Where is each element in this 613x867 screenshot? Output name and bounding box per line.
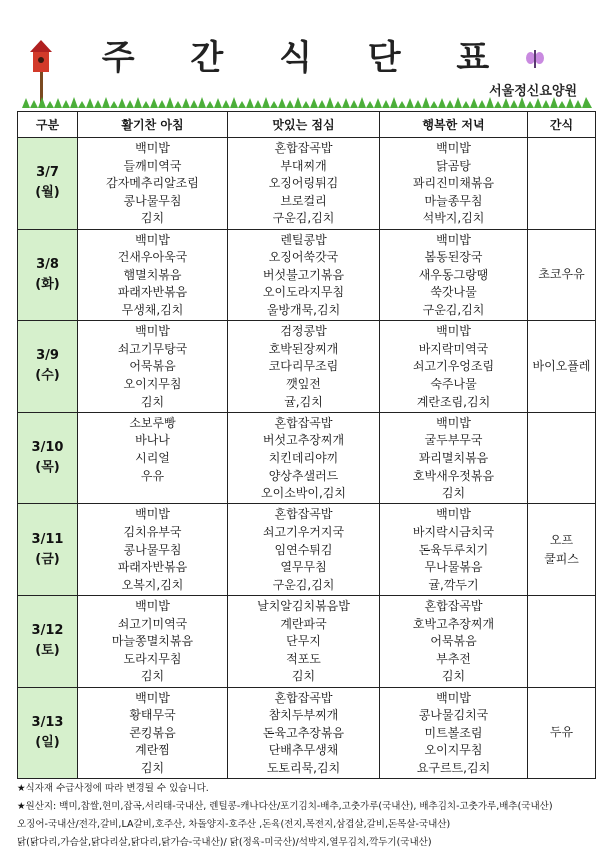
dinner-item: 바지락시금치국 bbox=[412, 524, 495, 539]
lunch-item: 적포도 bbox=[286, 651, 321, 666]
dinner-item: 백미밥 bbox=[436, 690, 471, 705]
lunch-item: 참치두부찌개 bbox=[268, 708, 339, 723]
day-cell bbox=[18, 595, 78, 687]
day-date: 3/9 bbox=[36, 348, 59, 364]
note-line: ★원산지: 백미,찹쌀,현미,잡곡,서리태-국내산, 렌틸콩-캐나다산/포기김치-배추,고춧가루(국내산), 배추김치-고춧가루,배추(국내산) bbox=[17, 801, 553, 812]
butterfly-icon bbox=[526, 50, 544, 70]
snack-item: 두유 bbox=[549, 725, 574, 740]
dinner-cell bbox=[380, 687, 528, 779]
lunch-item: 도토리묵,김치 bbox=[266, 760, 341, 775]
lunch-item: 쇠고기우거지국 bbox=[262, 524, 345, 539]
dinner-item: 마늘종무침 bbox=[424, 193, 483, 208]
page-title: 주 간 식 단 표 bbox=[101, 38, 512, 78]
lunch-item: 단무지 bbox=[286, 634, 321, 649]
col-header-dinner: 행복한 저녁 bbox=[380, 112, 528, 138]
dinner-item: 혼합잡곡밥 bbox=[424, 598, 483, 613]
dinner-item: 호박고추장찌개 bbox=[412, 616, 495, 631]
lunch-cell bbox=[228, 504, 380, 596]
snack-cell bbox=[528, 687, 596, 779]
organization-name: 서울정신요양원 bbox=[489, 84, 577, 99]
note-line: 오징어-국내산/전각,갈비,LA갈비,호주산, 차돌양지-호주산 ,돈육(전지,목전지,삼겹살,갈비,돈목살-국내산) bbox=[17, 819, 451, 830]
breakfast-cell bbox=[78, 321, 228, 413]
day-cell bbox=[18, 138, 78, 230]
lunch-item: 임연수튀김 bbox=[274, 542, 333, 557]
breakfast-cell bbox=[78, 687, 228, 779]
breakfast-item: 들깨미역국 bbox=[123, 158, 182, 173]
note-line: ★식자재 수급사정에 따라 변경될 수 있습니다. bbox=[17, 783, 209, 794]
lunch-item: 호박된장찌개 bbox=[268, 341, 339, 356]
lunch-item: 구운김,김치 bbox=[272, 211, 335, 226]
day-weekday: (목) bbox=[35, 460, 60, 476]
snack-cell bbox=[528, 321, 596, 413]
breakfast-item: 오복지,김치 bbox=[121, 577, 184, 592]
lunch-item: 부대찌개 bbox=[280, 158, 327, 173]
dinner-item: 닭곰탕 bbox=[436, 158, 471, 173]
dinner-item: 귤,깍두기 bbox=[428, 577, 479, 592]
lunch-item: 귤,김치 bbox=[284, 394, 323, 409]
dinner-item: 계란조림,김치 bbox=[416, 394, 491, 409]
breakfast-item: 파래자반볶음 bbox=[117, 560, 188, 575]
breakfast-item: 감자메추리알조림 bbox=[106, 176, 199, 191]
lunch-item: 혼합잡곡밥 bbox=[274, 415, 333, 430]
dinner-cell bbox=[380, 229, 528, 321]
lunch-item: 혼합잡곡밥 bbox=[274, 141, 333, 155]
lunch-cell bbox=[228, 229, 380, 321]
dinner-item: 봄동된장국 bbox=[424, 250, 483, 265]
lunch-item: 오징어링튀김 bbox=[268, 176, 339, 191]
day-weekday: (월) bbox=[35, 185, 60, 201]
breakfast-item: 콩나물무침 bbox=[123, 193, 182, 208]
breakfast-item: 김치유부국 bbox=[123, 524, 182, 539]
day-row bbox=[18, 595, 596, 687]
dinner-item: 무나물볶음 bbox=[424, 560, 483, 575]
snack-cell bbox=[528, 504, 596, 596]
day-weekday: (일) bbox=[35, 734, 60, 750]
lunch-item: 오이소박이,김치 bbox=[261, 486, 346, 501]
lunch-item: 울방개묵,김치 bbox=[266, 302, 341, 317]
breakfast-cell bbox=[78, 595, 228, 687]
breakfast-item: 콘킹볶음 bbox=[129, 725, 176, 740]
day-date: 3/12 bbox=[31, 623, 64, 639]
dinner-item: 돈육두루치기 bbox=[418, 542, 489, 557]
dinner-item: 구운김,김치 bbox=[422, 302, 485, 317]
breakfast-item: 마늘쫑멸치볶음 bbox=[111, 634, 194, 649]
header-row bbox=[18, 112, 596, 138]
lunch-item: 날치알김치볶음밥 bbox=[257, 598, 350, 613]
col-header-breakfast: 활기찬 아침 bbox=[78, 112, 228, 138]
day-cell bbox=[18, 504, 78, 596]
dinner-item: 김치 bbox=[441, 669, 466, 684]
lunch-cell bbox=[228, 138, 380, 230]
dinner-item: 호박새우젓볶음 bbox=[412, 468, 495, 483]
lunch-item: 버섯불고기볶음 bbox=[262, 267, 345, 282]
day-row bbox=[18, 138, 596, 230]
weekly-menu-table bbox=[17, 111, 596, 779]
day-weekday: (화) bbox=[35, 276, 60, 292]
dinner-item: 부추전 bbox=[436, 651, 471, 666]
dinner-item: 석박지,김치 bbox=[422, 211, 485, 226]
col-header-snack: 간식 bbox=[528, 112, 596, 138]
breakfast-item: 김치 bbox=[140, 669, 165, 684]
dinner-item: 요구르트,김치 bbox=[416, 760, 491, 775]
dinner-item: 꽈리진미채볶음 bbox=[412, 176, 495, 191]
breakfast-item: 어묵볶음 bbox=[129, 359, 176, 374]
breakfast-item: 계란찜 bbox=[135, 743, 170, 758]
day-date: 3/13 bbox=[31, 714, 64, 730]
dinner-item: 굴두부무국 bbox=[424, 433, 483, 448]
breakfast-cell bbox=[78, 229, 228, 321]
breakfast-item: 백미밥 bbox=[135, 690, 170, 705]
lunch-item: 치킨데리야끼 bbox=[268, 450, 339, 465]
breakfast-item: 김치 bbox=[140, 211, 165, 226]
lunch-item: 오징어쑥갓국 bbox=[268, 250, 339, 265]
dinner-cell bbox=[380, 595, 528, 687]
lunch-item: 코다리무조림 bbox=[268, 359, 339, 374]
breakfast-item: 황태무국 bbox=[129, 708, 176, 723]
dinner-cell bbox=[380, 321, 528, 413]
lunch-item: 혼합잡곡밥 bbox=[274, 507, 333, 522]
header bbox=[0, 0, 613, 110]
lunch-cell bbox=[228, 321, 380, 413]
day-cell bbox=[18, 321, 78, 413]
breakfast-item: 백미밥 bbox=[135, 507, 170, 522]
dinner-cell bbox=[380, 504, 528, 596]
dinner-item: 백미밥 bbox=[436, 324, 471, 339]
lunch-item: 렌틸콩밥 bbox=[280, 232, 327, 247]
breakfast-cell bbox=[78, 412, 228, 504]
lunch-item: 구운김,김치 bbox=[272, 577, 335, 592]
day-date: 3/7 bbox=[36, 165, 59, 181]
dinner-item: 어묵볶음 bbox=[430, 634, 477, 649]
dinner-item: 백미밥 bbox=[436, 232, 471, 247]
breakfast-item: 시리얼 bbox=[135, 450, 170, 465]
lunch-item: 양상추샐러드 bbox=[268, 468, 339, 483]
breakfast-item: 쇠고기미역국 bbox=[117, 616, 188, 631]
note-line: 닭(닭다리,가슴살,닭다리살,닭다리,닭가슴-국내산)/ 닭(정육-미국산)/석박지,열무김치,깍두기(국내산) bbox=[17, 837, 432, 848]
lunch-item: 김치 bbox=[291, 669, 316, 684]
breakfast-item: 쇠고기무탕국 bbox=[117, 341, 188, 356]
dinner-item: 미트볼조림 bbox=[424, 725, 483, 740]
lunch-item: 계란파국 bbox=[280, 616, 327, 631]
breakfast-cell bbox=[78, 138, 228, 230]
snack-item: 쿨피스 bbox=[544, 551, 579, 566]
dinner-item: 김치 bbox=[441, 486, 466, 501]
snack-cell bbox=[528, 595, 596, 687]
day-row bbox=[18, 504, 596, 596]
day-row bbox=[18, 229, 596, 321]
dinner-item: 숙주나물 bbox=[430, 376, 477, 391]
breakfast-item: 햄멸치볶음 bbox=[123, 267, 182, 282]
dinner-cell bbox=[380, 138, 528, 230]
lunch-cell bbox=[228, 412, 380, 504]
day-weekday: (금) bbox=[35, 551, 60, 567]
day-row bbox=[18, 412, 596, 504]
col-header-category: 구분 bbox=[18, 112, 78, 138]
lunch-cell bbox=[228, 687, 380, 779]
breakfast-item: 콩나물무침 bbox=[123, 542, 182, 557]
lunch-item: 단배추무생채 bbox=[268, 743, 339, 758]
snack-item: 오프 bbox=[549, 532, 574, 547]
day-row bbox=[18, 687, 596, 779]
dinner-item: 쑥갓나물 bbox=[430, 285, 477, 300]
dinner-item: 콩나물김치국 bbox=[418, 708, 489, 723]
dinner-item: 백미밥 bbox=[436, 141, 471, 155]
breakfast-item: 도라지무침 bbox=[123, 651, 182, 666]
lunch-item: 돈육고추장볶음 bbox=[262, 725, 345, 740]
day-cell bbox=[18, 412, 78, 504]
snack-cell bbox=[528, 229, 596, 321]
breakfast-item: 오이지무침 bbox=[123, 376, 182, 391]
day-date: 3/11 bbox=[31, 531, 64, 547]
lunch-item: 오이도라지무침 bbox=[262, 285, 345, 300]
snack-cell bbox=[528, 138, 596, 230]
dinner-item: 백미밥 bbox=[436, 415, 471, 430]
dinner-item: 바지락미역국 bbox=[418, 341, 489, 356]
breakfast-item: 무생채,김치 bbox=[121, 302, 184, 317]
breakfast-cell bbox=[78, 504, 228, 596]
snack-cell bbox=[528, 412, 596, 504]
lunch-cell bbox=[228, 595, 380, 687]
day-weekday: (토) bbox=[35, 643, 60, 659]
lunch-item: 검정콩밥 bbox=[280, 324, 327, 339]
lunch-item: 혼합잡곡밥 bbox=[274, 690, 333, 705]
breakfast-item: 파래자반볶음 bbox=[117, 285, 188, 300]
lunch-item: 버섯고추장찌개 bbox=[262, 433, 345, 448]
lunch-item: 열무무침 bbox=[280, 560, 327, 575]
dinner-item: 쇠고기우엉조림 bbox=[412, 359, 495, 374]
grass-border-icon bbox=[22, 96, 592, 108]
breakfast-item: 백미밥 bbox=[135, 324, 170, 339]
day-date: 3/10 bbox=[31, 440, 64, 456]
notes bbox=[17, 780, 595, 852]
snack-item: 초코우유 bbox=[538, 267, 585, 282]
day-cell bbox=[18, 229, 78, 321]
lunch-item: 브로컬리 bbox=[280, 193, 327, 208]
dinner-item: 백미밥 bbox=[436, 507, 471, 522]
breakfast-item: 백미밥 bbox=[135, 232, 170, 247]
day-cell bbox=[18, 687, 78, 779]
breakfast-item: 우유 bbox=[140, 468, 165, 483]
day-weekday: (수) bbox=[35, 368, 60, 384]
breakfast-item: 바나나 bbox=[135, 433, 170, 448]
day-row bbox=[18, 321, 596, 413]
breakfast-item: 백미밥 bbox=[135, 141, 170, 155]
breakfast-item: 김치 bbox=[140, 760, 165, 775]
day-date: 3/8 bbox=[36, 256, 59, 272]
lunch-item: 깻잎전 bbox=[286, 376, 321, 391]
dinner-cell bbox=[380, 412, 528, 504]
breakfast-item: 건새우아욱국 bbox=[117, 250, 188, 265]
breakfast-item: 소보루빵 bbox=[129, 415, 176, 430]
col-header-lunch: 맛있는 점심 bbox=[228, 112, 380, 138]
dinner-item: 꽈리멸치볶음 bbox=[418, 450, 489, 465]
breakfast-item: 김치 bbox=[140, 394, 165, 409]
breakfast-item: 백미밥 bbox=[135, 598, 170, 613]
snack-item: 바이오플레 bbox=[532, 358, 591, 373]
dinner-item: 오이지무침 bbox=[424, 743, 483, 758]
dinner-item: 새우동그랑땡 bbox=[418, 267, 489, 282]
